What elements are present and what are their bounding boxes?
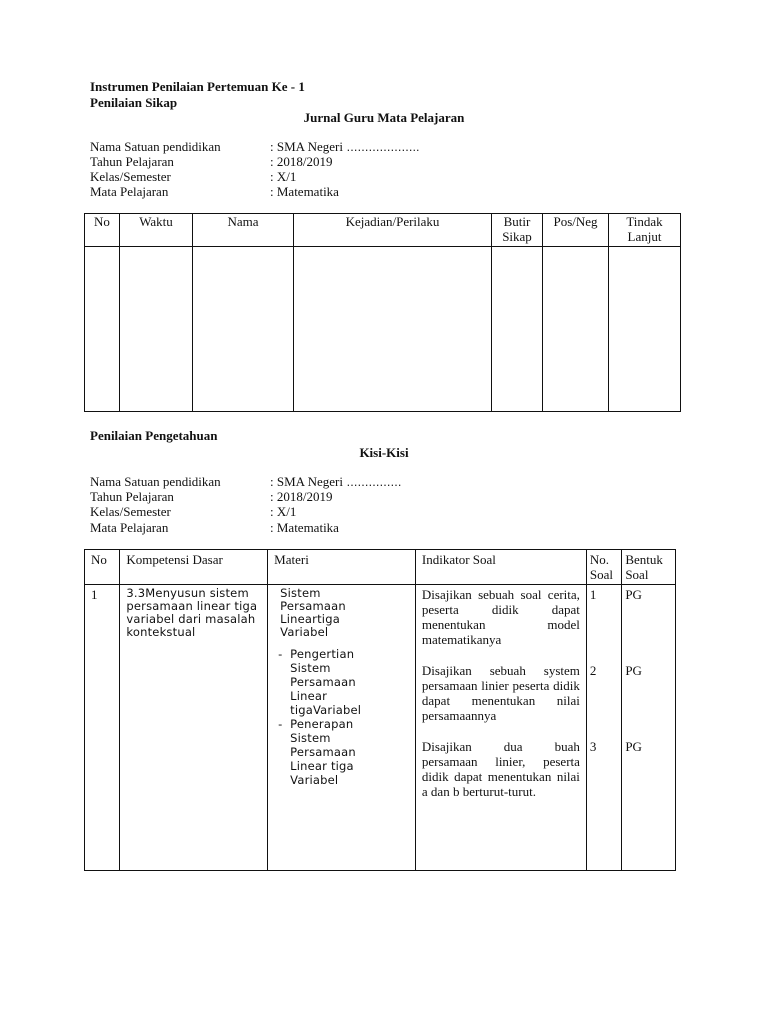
header-cell: Kejadian/Perilaku: [294, 214, 492, 247]
materi-title: Sistem Persamaan Lineartiga Variabel: [280, 586, 346, 639]
info-value: : X/1: [270, 504, 297, 519]
header-cell: Butir Sikap: [492, 214, 543, 247]
materi-cell: [268, 585, 416, 871]
info-label: Mata Pelajaran: [90, 520, 169, 535]
header-cell: No: [85, 214, 120, 247]
kisi-title: Kisi-Kisi: [359, 445, 409, 460]
info-value: : 2018/2019: [270, 489, 333, 504]
jurnal-title: Jurnal Guru Mata Pelajaran: [303, 110, 465, 125]
bentuk-cell: PG PG PG: [622, 585, 676, 871]
row-number: 1: [85, 585, 120, 871]
info-value: : 2018/2019: [270, 154, 333, 169]
info-value: : Matematika: [270, 184, 339, 199]
empty-cell: [294, 247, 492, 412]
indikator-item: Disajikan dua buah persamaan linier, peserta didik dapat menentukan nilai a dan b berturut-turut.: [421, 739, 580, 799]
table-row: [85, 247, 681, 412]
info-label: Tahun Pelajaran: [90, 489, 174, 504]
kisi-table: [84, 549, 676, 871]
empty-cell: [120, 247, 193, 412]
empty-cell: [543, 247, 609, 412]
header-cell: Tindak Lanjut: [609, 214, 681, 247]
empty-cell: [609, 247, 681, 412]
section-heading-sikap: Penilaian Sikap: [90, 95, 178, 110]
info-label: Tahun Pelajaran: [90, 154, 174, 169]
header-cell: Pos/Neg: [543, 214, 609, 247]
header-cell: Bentuk Soal: [622, 550, 676, 585]
document-heading: Instrumen Penilaian Pertemuan Ke - 1: [90, 79, 305, 94]
info-value: : SMA Negeri ……………: [270, 474, 402, 489]
info-label: Kelas/Semester: [90, 504, 171, 519]
header-cell: Waktu: [120, 214, 193, 247]
info-value: : X/1: [270, 169, 297, 184]
jurnal-table: [84, 213, 681, 412]
info-label: Nama Satuan pendidikan: [90, 474, 221, 489]
info-label: Kelas/Semester: [90, 169, 171, 184]
empty-cell: [193, 247, 294, 412]
header-cell: Materi: [268, 550, 416, 585]
table-header-row: [85, 214, 681, 247]
empty-cell: [85, 247, 120, 412]
info-value: : Matematika: [270, 520, 339, 535]
materi-list: [276, 647, 366, 787]
header-cell: Kompetensi Dasar: [120, 550, 268, 585]
list-item: - Penerapan Sistem Persamaan Linear tiga Variabel: [276, 717, 366, 787]
indikator-cell: [415, 585, 586, 871]
table-header-row: [85, 550, 676, 585]
kompetensi-dasar-cell: 3.3Menyusun sistem persamaan linear tiga variabel dari masalah kontekstual: [120, 585, 268, 871]
header-cell: Indikator Soal: [415, 550, 586, 585]
header-cell: No: [85, 550, 120, 585]
header-cell: No. Soal: [586, 550, 621, 585]
info-value: : SMA Negeri ………………..: [270, 139, 420, 154]
table-row: [85, 585, 676, 871]
list-item: - Pengertian Sistem Persamaan Linear tigaVariabel: [276, 647, 366, 717]
info-label: Nama Satuan pendidikan: [90, 139, 221, 154]
header-cell: Nama: [193, 214, 294, 247]
indikator-item: Disajikan sebuah soal cerita, peserta didik dapat menentukan model matematikanya: [421, 587, 580, 647]
nosoal-cell: 1 2 3: [586, 585, 621, 871]
info-label: Mata Pelajaran: [90, 184, 169, 199]
empty-cell: [492, 247, 543, 412]
indikator-item: Disajikan sebuah system persamaan linier peserta didik dapat menentukan nilai persamaannya: [421, 663, 580, 723]
section-heading-pengetahuan: Penilaian Pengetahuan: [90, 428, 218, 443]
